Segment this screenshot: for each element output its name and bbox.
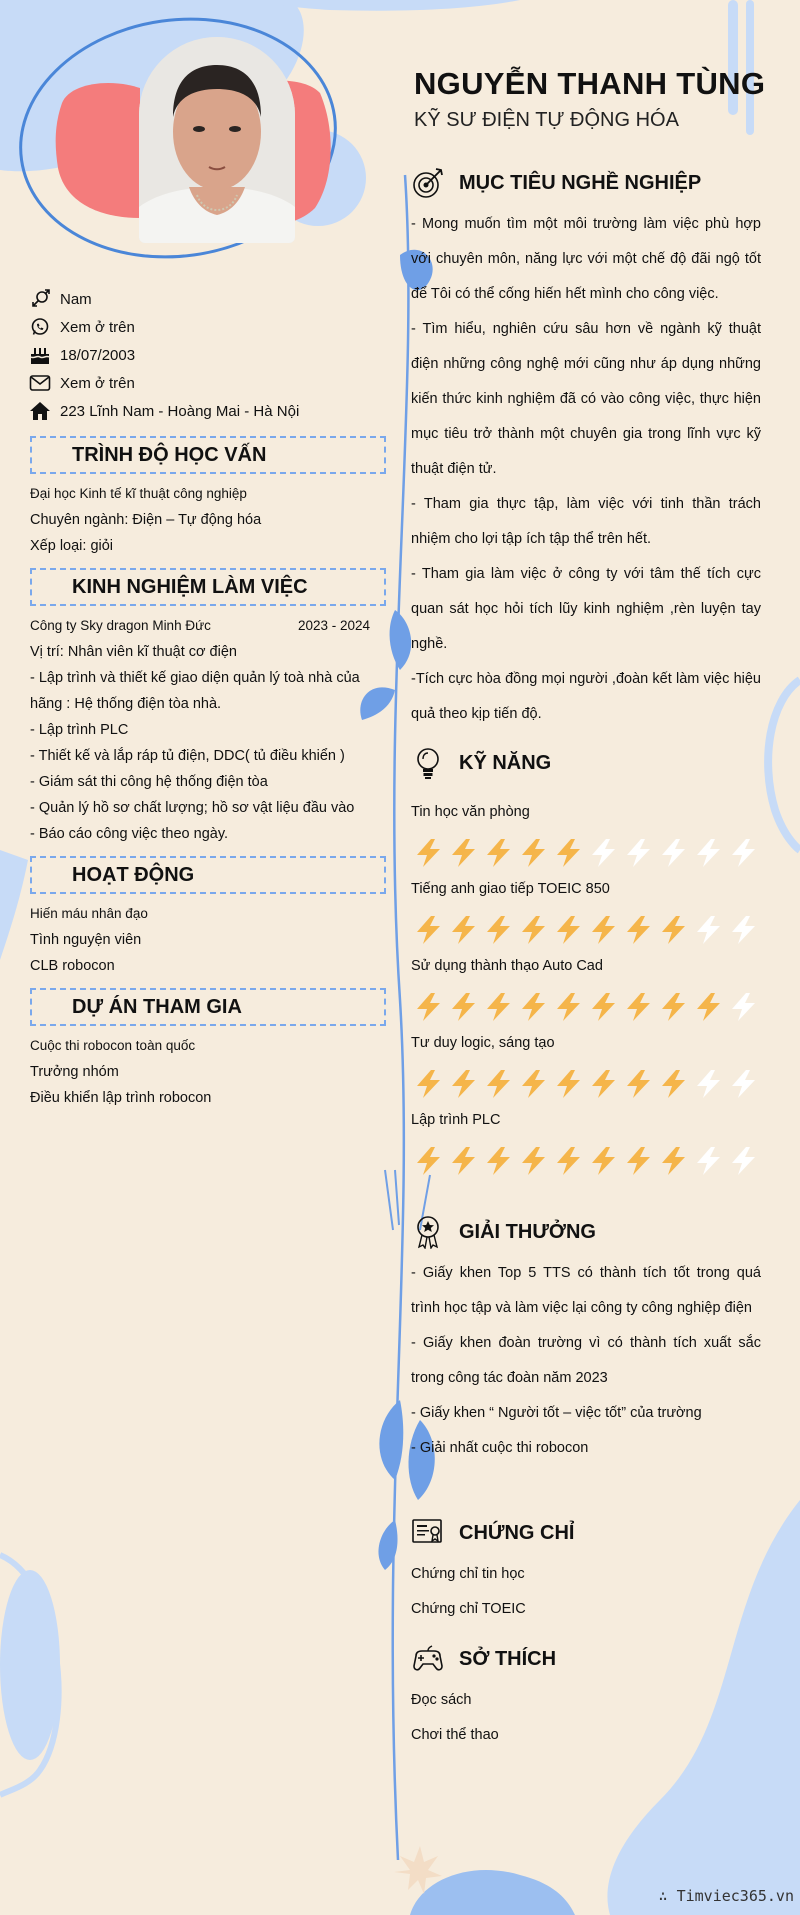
skill-row	[411, 1035, 771, 1101]
certificate-item: Chứng chỉ TOEIC	[411, 1601, 526, 1617]
bolt-empty-icon	[726, 1067, 761, 1101]
education-school: Đại học Kinh tế kĩ thuật công nghiệp	[30, 486, 247, 501]
hobby-item: Chơi thể thao	[411, 1727, 499, 1743]
skills-title: KỸ NĂNG	[459, 751, 552, 774]
contact-email-text: Xem ở trên	[60, 374, 135, 392]
bolt-filled-icon	[481, 836, 516, 870]
bolt-filled-icon	[551, 990, 586, 1024]
bolt-filled-icon	[621, 1144, 656, 1178]
bolt-empty-icon	[621, 836, 656, 870]
contact-phone-text: Xem ở trên	[60, 318, 135, 336]
experience-line: - Giám sát thi công hệ thống điện tòa	[30, 774, 268, 790]
award-item: - Giấy khen đoàn trường vì có thành tích xuất sắc trong công tác đoàn năm 2023	[411, 1335, 761, 1386]
activity-item: Tình nguyện viên	[30, 932, 142, 948]
bolt-empty-icon	[586, 836, 621, 870]
profile-photo	[139, 37, 295, 243]
contact-list	[28, 285, 299, 425]
bolt-empty-icon	[656, 836, 691, 870]
awards-header	[411, 1215, 596, 1249]
skill-row	[411, 881, 771, 947]
bolt-filled-icon	[551, 836, 586, 870]
project-item: Trưởng nhóm	[30, 1064, 119, 1080]
bolt-empty-icon	[691, 1067, 726, 1101]
award-item: - Giấy khen “ Người tốt – việc tốt” của trường	[411, 1405, 702, 1421]
activity-item: CLB robocon	[30, 958, 115, 974]
contact-birthday-text: 18/07/2003	[60, 346, 136, 364]
bolt-filled-icon	[691, 990, 726, 1024]
skill-rating	[411, 1144, 771, 1178]
awards-body	[411, 1256, 761, 1466]
projects-header	[30, 988, 386, 1026]
bolt-filled-icon	[656, 990, 691, 1024]
bolt-filled-icon	[621, 990, 656, 1024]
activities-title: HOẠT ĐỘNG	[72, 864, 195, 886]
award-item: - Giấy khen Top 5 TTS có thành tích tốt trong quá trình học tập và làm việc lại công ty công nghiệp điện	[411, 1265, 761, 1316]
contact-phone	[28, 313, 299, 341]
objective-paragraph: - Tìm hiểu, nghiên cứu sâu hơn về ngành kỹ thuật điện những công nghệ mới cũng như áp dụng những kiến thức kinh nghiệm đã có vào công việc, thực hiện mục tiêu trở thành một chuyên gia trong lĩnh vực kỹ thuật điện tử.	[411, 321, 761, 477]
bolt-filled-icon	[481, 1067, 516, 1101]
hobby-item: Đọc sách	[411, 1692, 472, 1708]
education-grade: Xếp loại: giỏi	[30, 538, 114, 554]
hobbies-header	[411, 1642, 556, 1676]
contact-email	[28, 369, 299, 397]
experience-line: - Quản lý hồ sơ chất lượng; hồ sơ vật liệu đầu vào	[30, 800, 355, 816]
footer-brand: ∴ Timviec365.vn	[658, 1887, 794, 1905]
bolt-empty-icon	[726, 1144, 761, 1178]
bolt-filled-icon	[586, 913, 621, 947]
bolt-filled-icon	[411, 1144, 446, 1178]
experience-line: - Báo cáo công việc theo ngày.	[30, 826, 229, 842]
experience-title: KINH NGHIỆM LÀM VIỆC	[72, 576, 308, 598]
skill-label: Tiếng anh giao tiếp TOEIC 850	[411, 881, 610, 897]
skill-rating	[411, 836, 771, 870]
experience-line: - Thiết kế và lắp ráp tủ điện, DDC( tủ điều khiển )	[30, 748, 345, 764]
certificates-body	[411, 1557, 761, 1627]
bolt-filled-icon	[621, 1067, 656, 1101]
education-body	[30, 481, 375, 559]
target-icon	[411, 166, 445, 200]
experience-period: 2023 - 2024	[297, 618, 370, 633]
bolt-filled-icon	[586, 990, 621, 1024]
experience-line: - Lập trình PLC	[30, 722, 129, 738]
experience-line: Vị trí: Nhân viên kĩ thuật cơ điện	[30, 644, 237, 660]
bolt-filled-icon	[481, 913, 516, 947]
skill-label: Sử dụng thành thạo Auto Cad	[411, 958, 603, 974]
bolt-filled-icon	[446, 913, 481, 947]
experience-company: Công ty Sky dragon Minh Đức	[30, 618, 211, 633]
bolt-filled-icon	[516, 836, 551, 870]
bolt-filled-icon	[551, 1144, 586, 1178]
medal-icon	[411, 1215, 445, 1249]
activity-item: Hiến máu nhân đạo	[30, 906, 148, 921]
bolt-filled-icon	[446, 1144, 481, 1178]
whatsapp-icon	[28, 317, 52, 337]
certificates-title: CHỨNG CHỈ	[459, 1521, 575, 1544]
contact-gender-text: Nam	[60, 290, 92, 308]
bolt-empty-icon	[691, 1144, 726, 1178]
skill-label: Lập trình PLC	[411, 1112, 501, 1128]
bolt-filled-icon	[586, 1067, 621, 1101]
bolt-filled-icon	[551, 913, 586, 947]
education-title: TRÌNH ĐỘ HỌC VẤN	[72, 444, 267, 466]
contact-address	[28, 397, 299, 425]
activities-body	[30, 901, 375, 979]
objective-paragraph: - Tham gia làm việc ở công ty với tâm thế tích cực quan sát học hỏi tích lũy kinh nghiệm ,rèn luyện tay nghề.	[411, 566, 761, 652]
skill-row	[411, 804, 771, 870]
project-item: Điều khiển lập trình robocon	[30, 1090, 212, 1106]
skill-rating	[411, 1067, 771, 1101]
certificates-header	[411, 1516, 574, 1550]
hobbies-body	[411, 1683, 761, 1753]
award-item: - Giải nhất cuộc thi robocon	[411, 1440, 589, 1456]
objective-paragraph: -Tích cực hòa đồng mọi người ,đoàn kết làm việc hiệu quả theo kịp tiến độ.	[411, 671, 761, 722]
bolt-filled-icon	[586, 1144, 621, 1178]
bolt-filled-icon	[411, 990, 446, 1024]
bolt-filled-icon	[516, 1067, 551, 1101]
awards-title: GIẢI THƯỞNG	[459, 1220, 596, 1243]
bolt-filled-icon	[446, 990, 481, 1024]
experience-company-row	[30, 613, 370, 639]
bolt-filled-icon	[481, 1144, 516, 1178]
bolt-empty-icon	[726, 836, 761, 870]
bolt-filled-icon	[516, 913, 551, 947]
bolt-filled-icon	[516, 1144, 551, 1178]
bolt-empty-icon	[691, 913, 726, 947]
bolt-filled-icon	[516, 990, 551, 1024]
bolt-filled-icon	[656, 913, 691, 947]
projects-title: DỰ ÁN THAM GIA	[72, 996, 242, 1018]
contact-address-text: 223 Lĩnh Nam - Hoàng Mai - Hà Nội	[60, 402, 300, 420]
candidate-name: NGUYỄN THANH TÙNG	[414, 66, 766, 101]
contact-gender	[28, 285, 299, 313]
projects-body	[30, 1033, 375, 1111]
bolt-empty-icon	[726, 990, 761, 1024]
bolt-filled-icon	[551, 1067, 586, 1101]
certificate-icon	[411, 1516, 445, 1550]
experience-header	[30, 568, 386, 606]
skill-label: Tư duy logic, sáng tạo	[411, 1035, 555, 1051]
gender-icon	[28, 289, 52, 309]
hobbies-title: SỞ THÍCH	[459, 1647, 557, 1670]
bolt-empty-icon	[691, 836, 726, 870]
bolt-filled-icon	[656, 1067, 691, 1101]
bolt-filled-icon	[446, 1067, 481, 1101]
objective-body	[411, 207, 761, 732]
bolt-filled-icon	[481, 990, 516, 1024]
certificate-item: Chứng chỉ tin học	[411, 1566, 525, 1582]
project-item: Cuộc thi robocon toàn quốc	[30, 1038, 196, 1053]
experience-line: - Lập trình và thiết kế giao diện quản lý toà nhà của hãng : Hệ thống điện tòa nhà.	[30, 670, 360, 712]
skill-row	[411, 1112, 771, 1178]
lightbulb-icon	[411, 746, 445, 780]
skill-label: Tin học văn phòng	[411, 804, 530, 820]
skill-rating	[411, 913, 771, 947]
skill-row	[411, 958, 771, 1024]
bolt-empty-icon	[726, 913, 761, 947]
contact-birthday	[28, 341, 299, 369]
experience-body	[30, 613, 375, 847]
bolt-filled-icon	[411, 913, 446, 947]
bolt-filled-icon	[656, 1144, 691, 1178]
skill-rating	[411, 990, 771, 1024]
objective-header	[411, 166, 701, 200]
objective-paragraph: - Mong muốn tìm một môi trường làm việc phù hợp với chuyên môn, năng lực với một chế độ đãi ngộ tốt để Tôi có thể cống hiến hết mình cho công việc.	[411, 216, 761, 302]
home-icon	[28, 401, 52, 421]
objective-paragraph: - Tham gia thực tập, làm việc với tinh thần trách nhiệm cho lợi tập ích tập thể trên hết.	[411, 496, 761, 547]
envelope-icon	[28, 373, 52, 393]
bolt-filled-icon	[411, 836, 446, 870]
bolt-filled-icon	[411, 1067, 446, 1101]
gamepad-icon	[411, 1642, 445, 1676]
objective-title: MỤC TIÊU NGHỀ NGHIỆP	[459, 171, 702, 194]
birthday-cake-icon	[28, 345, 52, 365]
activities-header	[30, 856, 386, 894]
bolt-filled-icon	[621, 913, 656, 947]
candidate-position: KỸ SƯ ĐIỆN TỰ ĐỘNG HÓA	[414, 109, 679, 131]
skills-header	[411, 746, 551, 780]
bolt-filled-icon	[446, 836, 481, 870]
education-major: Chuyên ngành: Điện – Tự động hóa	[30, 512, 262, 528]
education-header	[30, 436, 386, 474]
